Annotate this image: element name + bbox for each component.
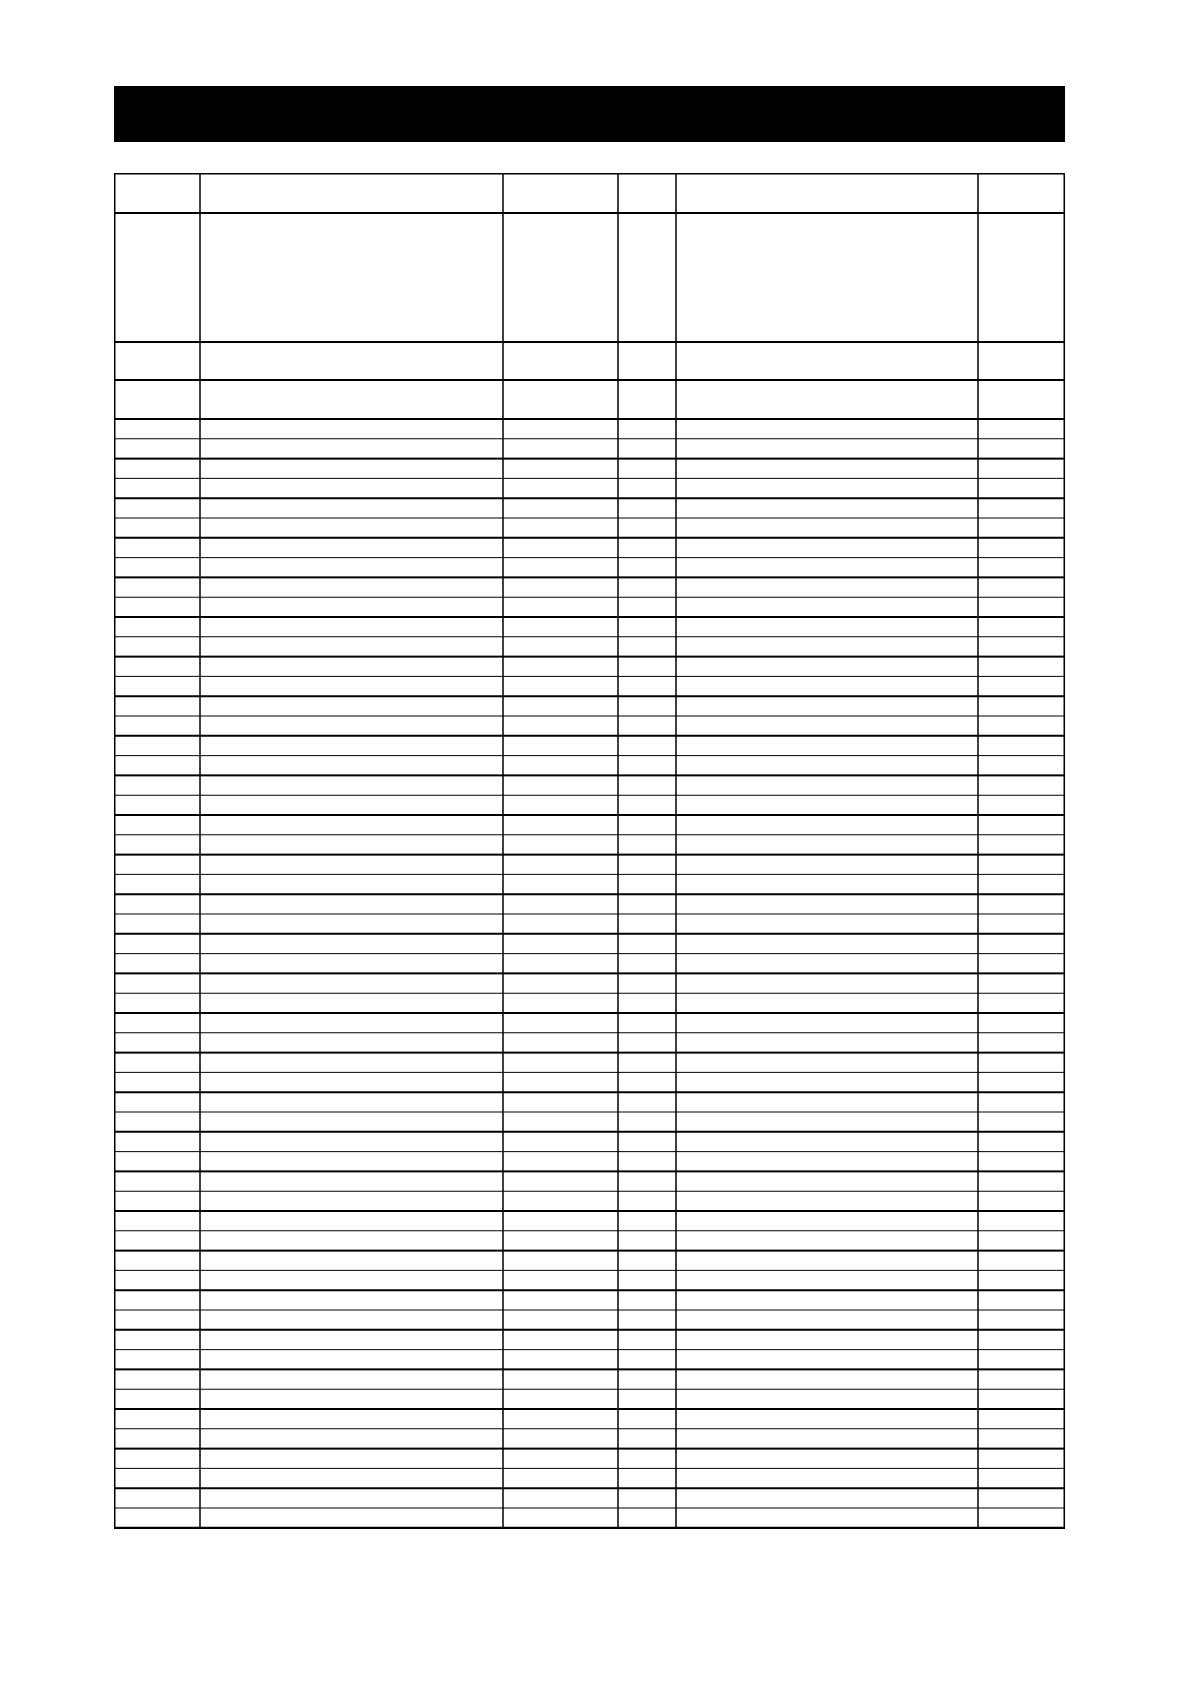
title-bar <box>114 86 1065 142</box>
table-grid <box>114 173 1065 1529</box>
blank-form-table <box>114 173 1065 1529</box>
